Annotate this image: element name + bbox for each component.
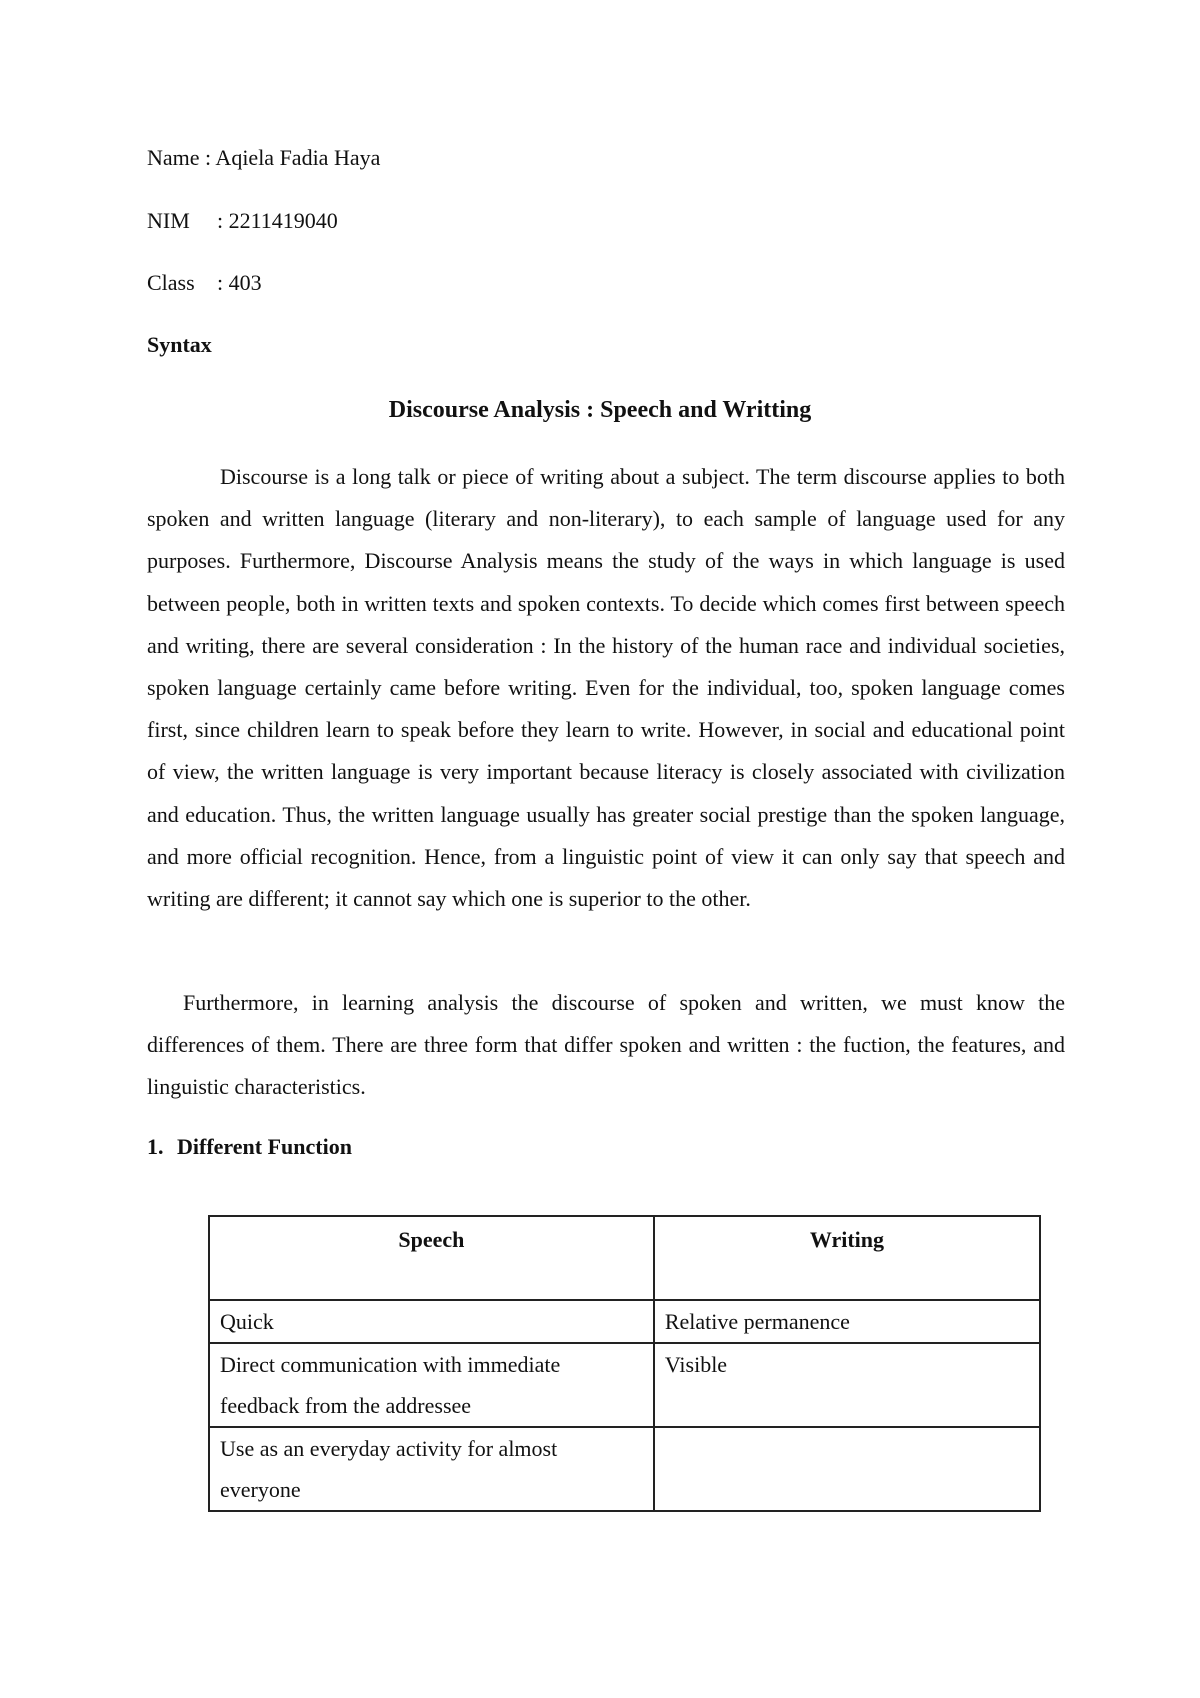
name-label: Name [147,145,200,170]
comparison-table [208,1215,1041,1512]
document-title: Discourse Analysis : Speech and Writting [388,397,812,423]
class-value: : 403 [217,270,262,295]
class-line [147,268,262,298]
table-header-speech: Speech [209,1216,654,1300]
name-value: : Aqiela Fadia Haya [205,145,381,170]
table-row [209,1343,1040,1427]
table-cell: Use as an everyday activity for almost everyone [209,1427,654,1511]
table-cell: Quick [209,1300,654,1343]
body-paragraph: Discourse is a long talk or piece of writing about a subject. The term discourse applies to both spoken and written language (literary and non-literary), to each sample of language used for any purposes. Furthermore, Discourse Analysis means the study of the ways in which language is used between people, both in written texts and spoken contexts. To decide which comes first between speech and writing, there are several consideration : In the history of the human race and individual societies, spoken language certainly came before writing. Even for the individual, too, spoken language comes first, since children learn to speak before they learn to write. However, in social and educational point of view, the written language is very important because literacy is closely associated with civilization and education. Thus, the written language usually has greater social prestige than the spoken language, and more official recognition. Hence, from a linguistic point of view it can only say that speech and writing are different; it cannot say which one is superior to the other. [147,464,1065,912]
table-row [209,1300,1040,1343]
list-number: 1. [147,1134,164,1159]
table-cell: Relative permanence [654,1300,1040,1343]
list-heading-text: Different Function [177,1134,352,1159]
nim-value: : 2211419040 [217,208,338,233]
nim-label: NIM [147,208,190,233]
table-row [209,1427,1040,1511]
table-header-writing: Writing [654,1216,1040,1300]
table-cell: Visible [654,1343,1040,1427]
list-heading [147,1132,352,1162]
class-label: Class [147,270,195,295]
table-cell [654,1427,1040,1511]
body-paragraph: Furthermore, in learning analysis the discourse of spoken and written, we must know the differences of them. There are three form that differ spoken and written : the fuction, the features, and linguistic characteristics. [147,990,1065,1100]
nim-line [147,206,338,236]
table-cell: Direct communication with immediate feedback from the addressee [209,1343,654,1427]
name-line [147,143,380,173]
subject-label: Syntax [147,332,212,357]
table-header-row [209,1216,1040,1300]
